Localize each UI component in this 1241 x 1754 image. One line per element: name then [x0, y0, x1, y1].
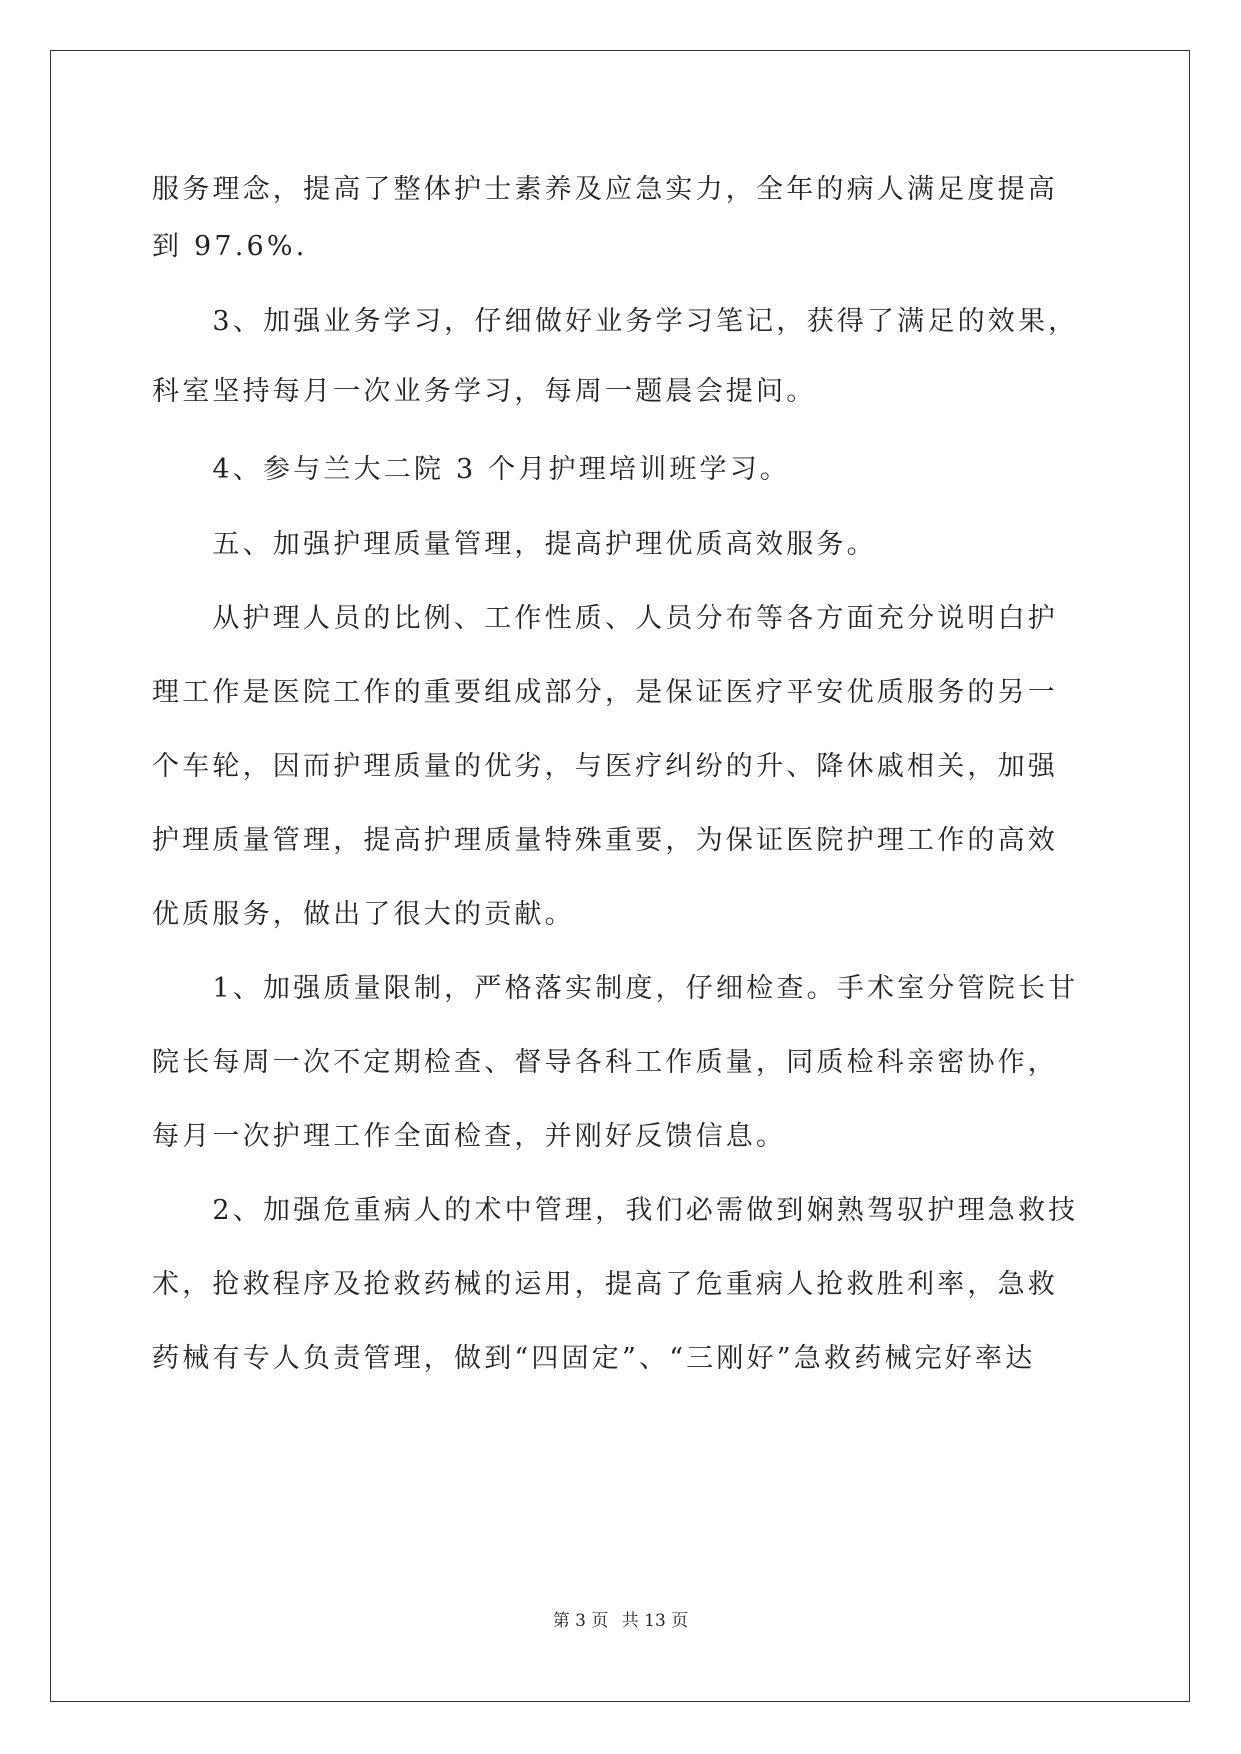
text-line: 术，抢救程序及抢救药械的运用，提高了危重病人抢救胜利率，急救 — [152, 1269, 1058, 1300]
text-line: 每月一次护理工作全面检查，并刚好反馈信息。 — [152, 1121, 787, 1152]
text-line: 3、加强业务学习，仔细做好业务学习笔记，获得了满足的效果， — [152, 306, 1079, 337]
text-line: 4、参与兰大二院 3 个月护理培训班学习。 — [152, 454, 791, 485]
text-line: 个车轮，因而护理质量的优劣，与医疗纠纷的升、降休戚相关，加强 — [152, 751, 1058, 782]
page-number-current: 第 3 页 — [552, 1611, 609, 1631]
text-line: 院长每周一次不定期检查、督导各科工作质量，同质检科亲密协作， — [152, 1047, 1058, 1078]
text-line: 1、加强质量限制，严格落实制度，仔细检查。手术室分管院长甘 — [152, 973, 1079, 1004]
page-border — [50, 50, 1190, 1702]
text-line: 护理质量管理，提高护理质量特殊重要，为保证医院护理工作的高效 — [152, 825, 1058, 856]
text-line: 到 97.6%. — [152, 231, 308, 262]
text-line: 优质服务，做出了很大的贡献。 — [152, 899, 575, 930]
text-line: 药械有专人负责管理，做到“四固定”、“三刚好”急救药械完好率达 — [152, 1343, 1036, 1374]
page-footer — [0, 1610, 1241, 1632]
text-line: 2、加强危重病人的术中管理，我们必需做到娴熟驾驭护理急救技 — [152, 1195, 1079, 1226]
text-line: 科室坚持每月一次业务学习，每周一题晨会提问。 — [152, 376, 817, 407]
text-line: 服务理念，提高了整体护士素养及应急实力，全年的病人满足度提高 — [152, 174, 1058, 205]
text-line: 理工作是医院工作的重要组成部分，是保证医疗平安优质服务的另一 — [152, 677, 1058, 708]
page-number-total: 共 13 页 — [621, 1611, 689, 1631]
text-line: 五、加强护理质量管理，提高护理优质高效服务。 — [152, 529, 877, 560]
text-line: 从护理人员的比例、工作性质、人员分布等各方面充分说明白护 — [152, 603, 1058, 634]
